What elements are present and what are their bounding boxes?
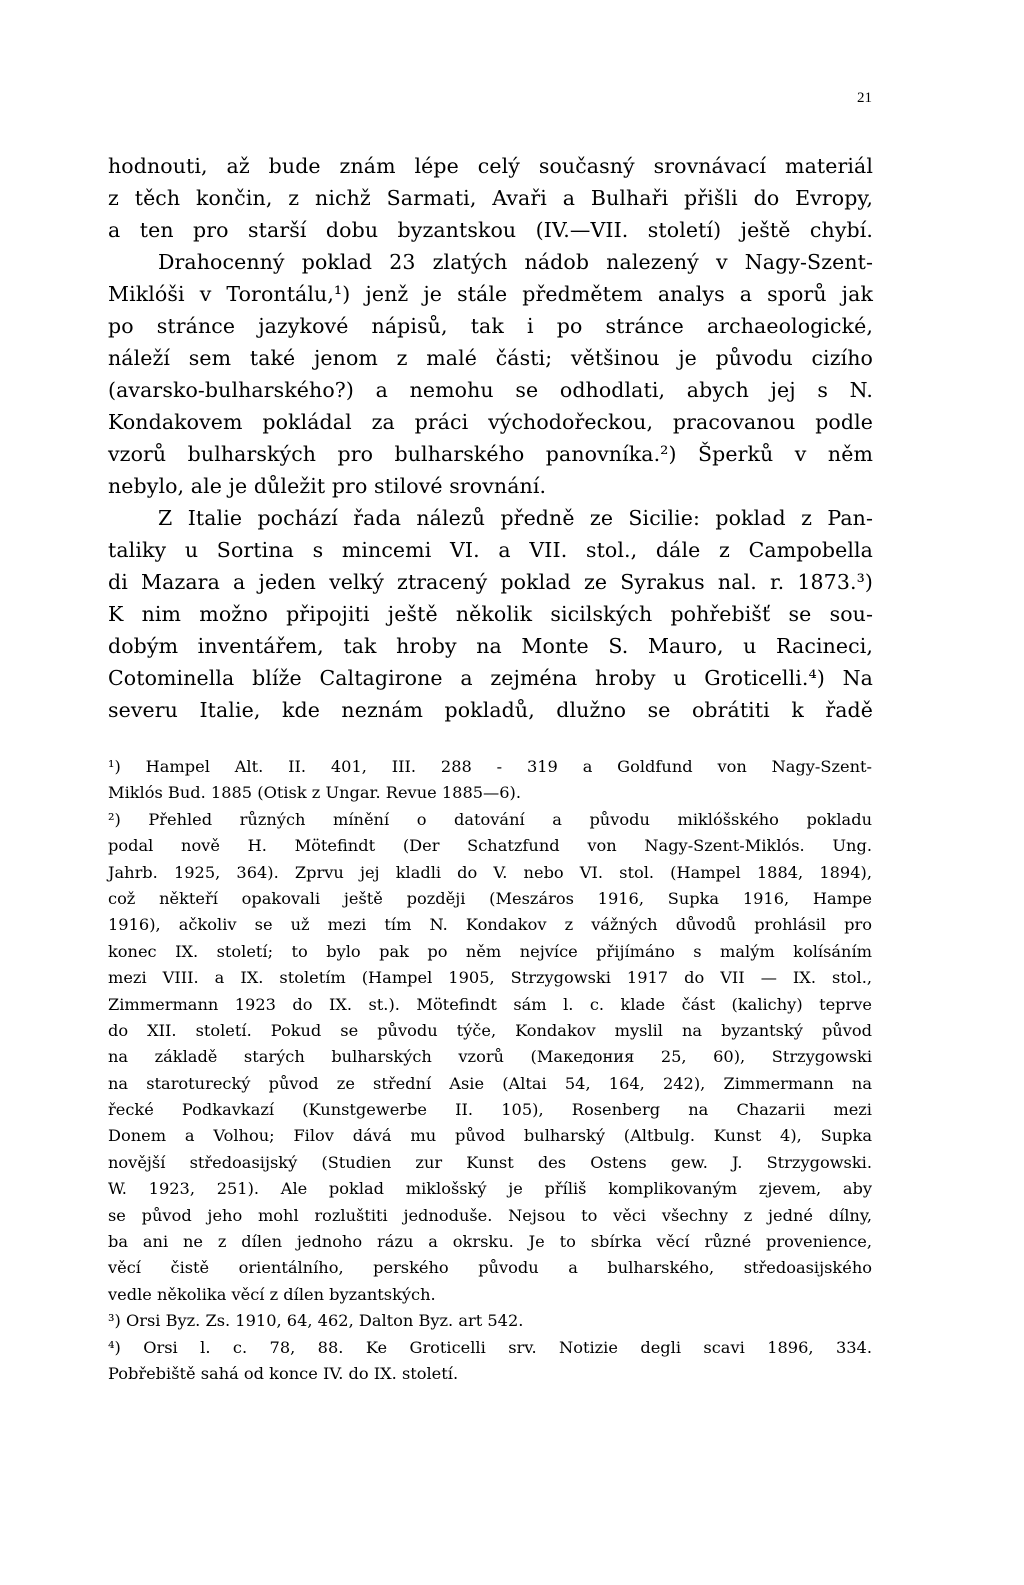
- footnote-line: se původ jeho mohl rozluštiti jednoduše. Nejsou to věci všechny z jedné dílny,: [108, 1205, 872, 1225]
- footnote-line: na základě starých bulharských vzorů (Македония 25, 60), Strzygowski: [108, 1047, 872, 1067]
- body-line: (avarsko-bulharského?) a nemohu se odhodlati, abych jej s N.: [108, 378, 873, 402]
- footnote-line: vedle několika věcí z dílen byzantských.: [108, 1284, 436, 1304]
- body-line: Z Italie pochází řada nálezů předně ze Sicilie: poklad z Pan-: [158, 506, 873, 530]
- footnote-line: na staroturecký původ ze střední Asie (Altai 54, 164, 242), Zimmermann na: [108, 1073, 872, 1093]
- body-line: dobým inventářem, tak hroby na Monte S. Mauro, u Racineci,: [108, 634, 873, 658]
- body-line: náleží sem také jenom z malé části; většinou je původu cizího: [108, 346, 873, 370]
- body-line: a ten pro starší dobu byzantskou (IV.—VII. století) ještě chybí.: [108, 218, 873, 242]
- footnote-line: Zimmermann 1923 do IX. st.). Mötefindt sám l. c. klade část (kalichy) teprve: [108, 994, 872, 1014]
- body-line: Cotominella blíže Caltagirone a zejména hroby u Groticelli.⁴) Na: [108, 666, 873, 690]
- footnote-line: ¹) Hampel Alt. II. 401, III. 288 - 319 a Goldfund von Nagy-Szent-: [108, 757, 872, 776]
- footnote-line: Miklós Bud. 1885 (Otisk z Ungar. Revue 1885—6).: [108, 783, 521, 803]
- footnote-line: ²) Přehled různých mínění o datování a původu miklóšského pokladu: [108, 809, 872, 829]
- footnote-line: novější středoasijský (Studien zur Kunst des Ostens gew. J. Strzygowski.: [108, 1152, 872, 1172]
- footnote-line: Pobřebiště sahá od konce IV. do IX. století.: [108, 1363, 459, 1383]
- body-line: Kondakovem pokládal za práci východořeckou, pracovanou podle: [108, 410, 873, 434]
- body-line: K nim možno připojiti ještě několik sicilských pohřebišť se sou-: [108, 602, 873, 626]
- footnote-line: ba ani ne z dílen jednoho rázu a okrsku. Je to sbírka věcí různé provenience,: [108, 1232, 872, 1252]
- body-line: vzorů bulharských pro bulharského panovníka.²) Šperků v něm: [108, 442, 873, 466]
- footnote-line: mezi VIII. a IX. stoletím (Hampel 1905, Strzygowski 1917 do VII — IX. stol.,: [108, 968, 872, 988]
- footnote-line: konec IX. století; to bylo pak po něm nejvíce přijímáno s malým kolísáním: [108, 941, 872, 961]
- footnotes: [108, 754, 872, 1387]
- footnote-line: Donem a Volhou; Filov dává mu původ bulharský (Altbulg. Kunst 4), Supka: [108, 1126, 872, 1146]
- body-line: z těch končin, z nichž Sarmati, Avaři a Bulhaři přišli do Evropy,: [108, 186, 873, 210]
- footnote-line: Jahrb. 1925, 364). Zprvu jej kladli do V. nebo VI. stol. (Hampel 1884, 1894),: [108, 862, 872, 882]
- page-number: 21: [857, 90, 872, 106]
- footnote-line: ⁴) Orsi l. c. 78, 88. Ke Groticelli srv. Notizie degli scavi 1896, 334.: [108, 1337, 872, 1357]
- body-line: taliky u Sortina s mincemi VI. a VII. stol., dále z Campobella: [108, 538, 873, 562]
- body-line: hodnouti, až bude znám lépe celý současný srovnávací materiál: [108, 154, 873, 178]
- footnote-line: podal nově H. Mötefindt (Der Schatzfund von Nagy-Szent-Miklós. Ung.: [108, 836, 872, 856]
- body-line: severu Italie, kde neznám pokladů, dlužno se obrátiti k řadě: [108, 698, 873, 722]
- body-line: po stránce jazykové nápisů, tak i po stránce archaeologické,: [108, 314, 873, 338]
- footnote-line: věcí čistě orientálního, perského původu a bulharského, středoasijského: [108, 1258, 872, 1278]
- body-line: di Mazara a jeden velký ztracený poklad ze Syrakus nal. r. 1873.³): [108, 570, 873, 594]
- footnote-line: 1916), ačkoliv se už mezi tím N. Kondakov z vážných důvodů prohlásil pro: [108, 915, 872, 935]
- body-line: Drahocenný poklad 23 zlatých nádob nalezený v Nagy-Szent-: [158, 250, 873, 274]
- footnote-line: W. 1923, 251). Ale poklad miklošský je příliš komplikovaným zjevem, aby: [108, 1179, 872, 1199]
- body-line: nebylo, ale je důležit pro stilové srovnání.: [108, 474, 547, 498]
- body-text: [108, 150, 873, 726]
- footnote-line: což někteří opakovali ještě později (Meszáros 1916, Supka 1916, Hampe: [108, 888, 872, 908]
- footnote-line: do XII. století. Pokud se původu týče, Kondakov myslil na byzantský původ: [108, 1020, 872, 1040]
- footnote-line: řecké Podkavkazí (Kunstgewerbe II. 105), Rosenberg na Chazarii mezi: [108, 1100, 872, 1120]
- footnote-line: ³) Orsi Byz. Zs. 1910, 64, 462, Dalton Byz. art 542.: [108, 1311, 524, 1331]
- body-line: Miklóši v Torontálu,¹) jenž je stále předmětem analys a sporů jak: [108, 282, 873, 306]
